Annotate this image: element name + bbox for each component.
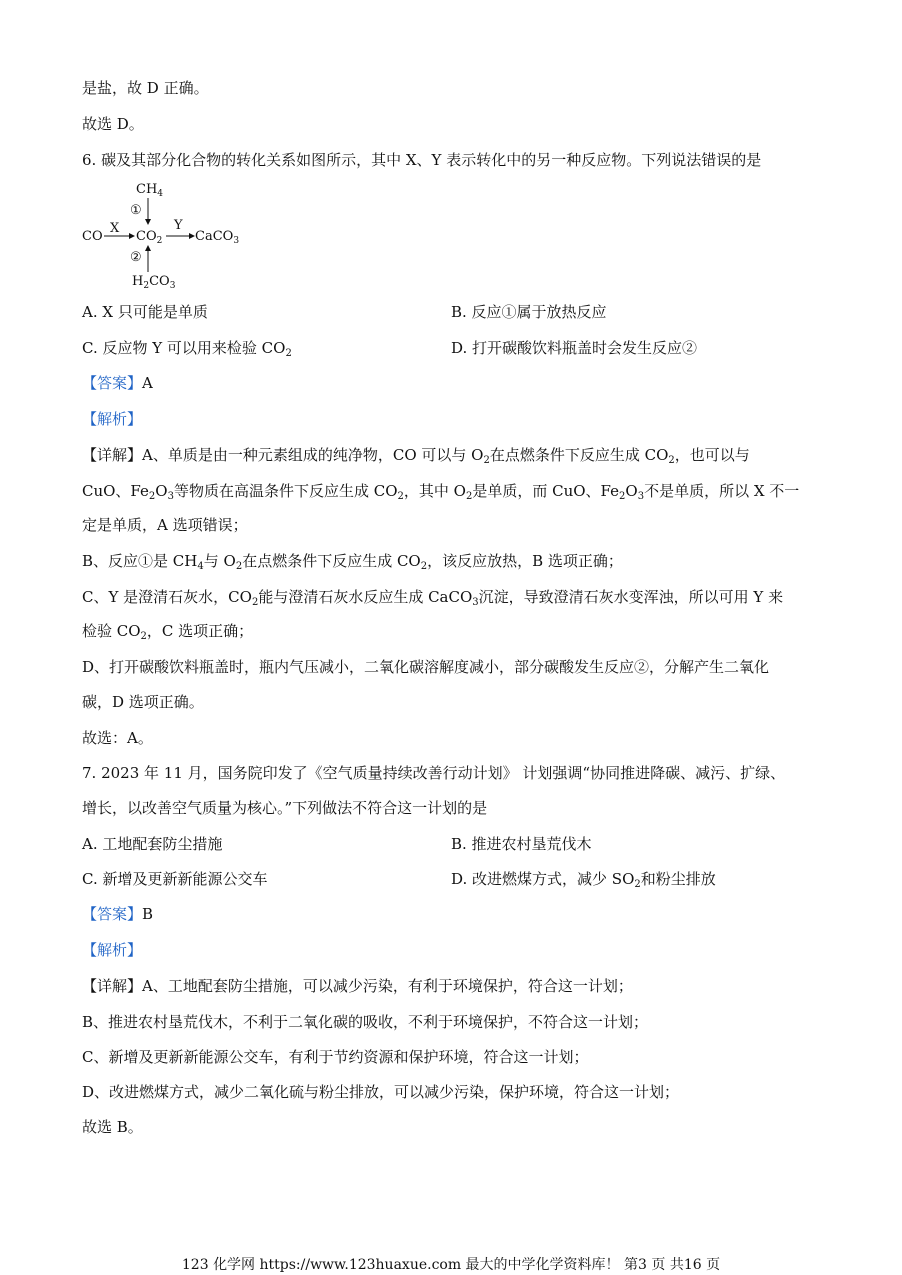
option-c: C. 反应物 Y 可以用来检验 $CO_2$ [82, 339, 292, 359]
detail-7-line-2: B、推进农村垦荒伐木，不利于二氧化碳的吸收，不利于环境保护，不符合这一计划； [82, 1013, 649, 1031]
detail-6-line-9: 故选：A。 [82, 729, 153, 747]
diagram-h2co3-label: $H_2CO_3$ [132, 274, 176, 291]
option-d: D. 改进燃煤方式，减少 $SO_2$和粉尘排放 [451, 870, 716, 890]
diagram-x-label: X [110, 221, 120, 236]
diagram-y-label: Y [174, 218, 183, 233]
option-c: C. 新增及更新新能源公交车 [82, 870, 268, 888]
option-d: D. 打开碳酸饮料瓶盖时会发生反应② [451, 339, 698, 357]
detail-6-line-1: 【详解】A、单质是由一种元素组成的纯净物，CO 可以与 $O_2$在点燃条件下反应生成 $CO_2$，也可以与 [82, 446, 750, 466]
option-a: A. 工地配套防尘措施 [82, 835, 223, 853]
text-line: 是盐，故 D 正确。 [82, 79, 209, 97]
analysis-tag-6: 【解析】 [82, 410, 143, 428]
question-6-stem: 6. 碳及其部分化合物的转化关系如图所示，其中 X、Y 表示转化中的另一种反应物。下列说法错误的是 [82, 151, 762, 169]
text-line: 故选 D。 [82, 115, 144, 133]
analysis-tag-7: 【解析】 [82, 941, 143, 959]
diagram-ch4-label: $CH_4$ [136, 182, 164, 199]
detail-6-line-8: 碳，D 选项正确。 [82, 693, 204, 711]
answer-7 [82, 904, 153, 924]
reaction-2-label: ② [130, 250, 142, 265]
answer-tag: 【答案】 [82, 905, 143, 923]
reaction-1-label: ① [130, 203, 142, 218]
page-footer: 123 化学网 https://www.123huaxue.com 最大的中学化学资料库！ 第3 页 共16 页 [181, 1257, 721, 1273]
detail-6-line-3: 定是单质，A 选项错误； [82, 516, 248, 534]
answer-tag: 【答案】 [82, 374, 143, 392]
diagram-caco3-label: CaCO$_3$ [195, 229, 240, 246]
diagram-co-label: CO [82, 229, 103, 244]
detail-6-line-7: D、打开碳酸饮料瓶盖时，瓶内气压减小，二氧化碳溶解度减小，部分碳酸发生反应②，分解产生二氧化 [82, 658, 770, 676]
option-a: A. X 只可能是单质 [82, 303, 208, 321]
detail-7-line-3: C、新增及更新新能源公交车，有利于节约资源和保护环境，符合这一计划； [82, 1048, 589, 1066]
diagram-co2-label: $CO_2$ [136, 229, 163, 246]
detail-6-line-4: B、反应①是 $CH_4$与 $O_2$在点燃条件下反应生成 $CO_2$，该反应放热，B 选项正确； [82, 552, 623, 572]
detail-7-line-4: D、改进燃煤方式，减少二氧化硫与粉尘排放，可以减少污染，保护环境，符合这一计划； [82, 1083, 680, 1101]
answer-value: A [142, 374, 153, 392]
detail-6-line-6: 检验 $CO_2$，C 选项正确； [82, 622, 254, 642]
detail-6-line-2: CuO、$Fe_2O_3$等物质在高温条件下反应生成 $CO_2$，其中 $O_2$是单质，而 CuO、$Fe_2O_3$不是单质，所以 X 不一 [82, 482, 800, 502]
question-7-stem-2: 增长，以改善空气质量为核心。”下列做法不符合这一计划的是 [82, 799, 488, 817]
option-b: B. 反应①属于放热反应 [451, 303, 607, 321]
carbon-conversion-diagram [80, 176, 260, 291]
answer-value: B [142, 905, 154, 923]
question-7-stem-1: 7. 2023 年 11 月，国务院印发了《空气质量持续改善行动计划》 计划强调“协同推进降碳、减污、扩绿、 [82, 764, 786, 782]
option-b: B. 推进农村垦荒伐木 [451, 835, 592, 853]
answer-6 [82, 373, 153, 393]
detail-6-line-5: C、Y 是澄清石灰水，$CO_2$能与澄清石灰水反应生成 CaCO$_3$沉淀，导致澄清石灰水变浑浊，所以可用 Y 来 [82, 588, 784, 608]
detail-7-line-5: 故选 B。 [82, 1118, 143, 1136]
detail-7-line-1: 【详解】A、工地配套防尘措施，可以减少污染，有利于环境保护，符合这一计划； [82, 977, 633, 995]
